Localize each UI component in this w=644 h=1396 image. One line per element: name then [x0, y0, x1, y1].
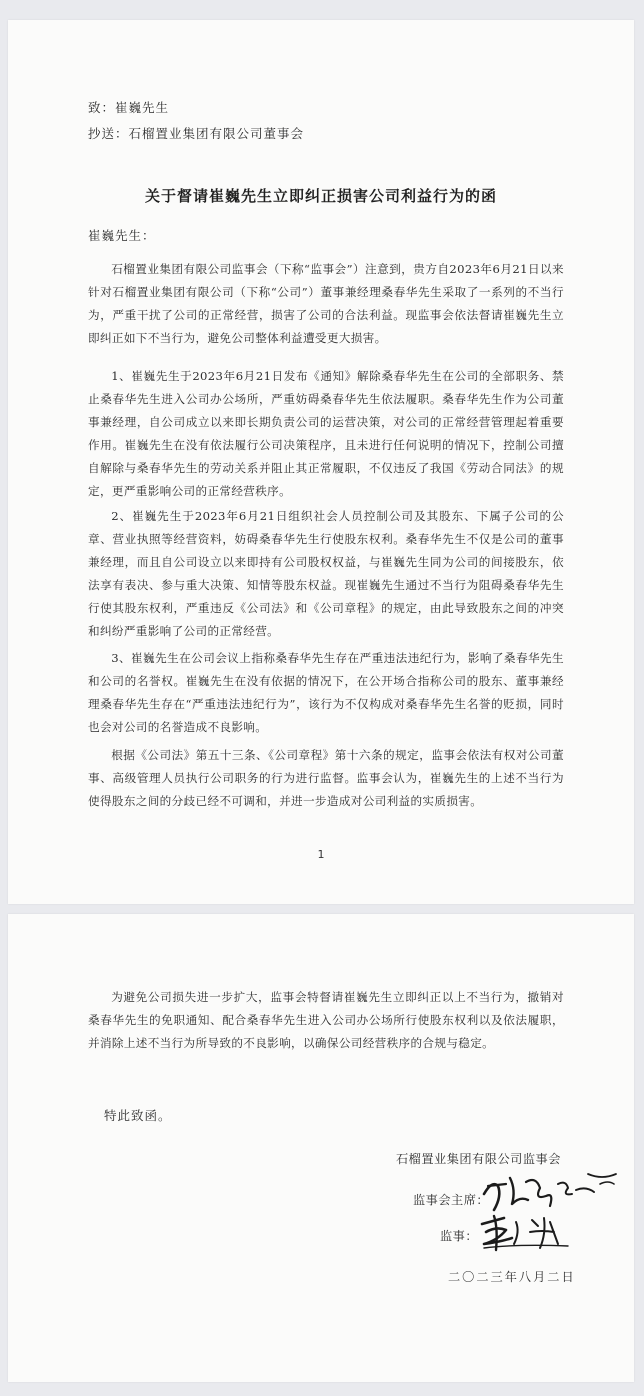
paragraph-item-3: 3、崔巍先生在公司会议上指称桑春华先生存在严重违法违纪行为，影响了桑春华先生和公司的名誉权。崔巍先生在没有依据的情况下，在公开场合指称公司的股东、董事兼经理桑春华先生存在“严重违法违纪行为”，该行为不仅构成对桑春华先生名誉的贬损，同时也会对公司的名誉造成不良影响。	[88, 651, 564, 734]
document-page-1	[8, 20, 634, 904]
supervisor-signature-label: 监事：	[440, 1229, 479, 1243]
letter-title: 关于督请崔巍先生立即纠正损害公司利益行为的函	[144, 187, 497, 205]
paragraph-legal-basis: 根据《公司法》第五十三条、《公司章程》第十六条的规定，监事会依法有权对公司董事、高级管理人员执行公司职务的行为进行监督。监事会认为，崔巍先生的上述不当行为使得股东之间的分歧已经不可调和，并进一步造成对公司利益的实质损害。	[88, 748, 564, 808]
paragraph-request: 为避免公司损失进一步扩大，监事会特督请崔巍先生立即纠正以上不当行为，撤销对桑春华先生的免职通知、配合桑春华先生进入公司办公场所行使股东权利以及依法履职，并消除上述不当行为所导致的不良影响，以确保公司经营秩序的合规与稳定。	[88, 990, 564, 1050]
paragraph-intro: 石榴置业集团有限公司监事会（下称“监事会”）注意到，贵方自2023年6月21日以来针对石榴置业集团有限公司（下称“公司”）董事兼经理桑春华先生采取了一系列的不当行为，严重干扰了公司的正常经营，损害了公司的合法利益。现监事会依法督请崔巍先生立即纠正如下不当行为，避免公司整体利益遭受更大损害。	[88, 262, 564, 345]
issuer-name: 石榴置业集团有限公司监事会	[396, 1152, 561, 1166]
chair-signature	[476, 1166, 626, 1216]
chair-signature-label: 监事会主席：	[413, 1193, 490, 1207]
issue-date: 二〇二三年八月二日	[448, 1270, 576, 1284]
salutation: 崔巍先生：	[88, 228, 156, 243]
page-number: 1	[317, 848, 325, 861]
recipient-line: 致：崔巍先生	[88, 100, 170, 115]
paragraph-item-1: 1、崔巍先生于2023年6月21日发布《通知》解除桑春华先生在公司的全部职务、禁止桑春华先生进入公司办公场所，严重妨碍桑春华先生依法履职。桑春华先生作为公司董事兼经理，自公司成立以来即长期负责公司的运营决策，对公司的正常经营管理起着重要作用。崔巍先生在没有依法履行公司决策程序，且未进行任何说明的情况下，控制公司擅自解除与桑春华先生的劳动关系并阻止其正常履职，不仅违反了我国《劳动合同法》的规定，更严重影响公司的正常经营秩序。	[88, 369, 564, 498]
document-page-2	[8, 914, 634, 1382]
cc-line: 抄送：石榴置业集团有限公司董事会	[88, 126, 305, 141]
paragraph-item-2: 2、崔巍先生于2023年6月21日组织社会人员控制公司及其股东、下属子公司的公章、营业执照等经营资料，妨碍桑春华先生行使股东权利。桑春华先生不仅是公司的董事兼经理，而且自公司设立以来即持有公司股权权益，与崔巍先生同为公司的间接股东，依法享有表决、参与重大决策、知情等股东权益。现崔巍先生通过不当行为阻碍桑春华先生行使其股东权利，严重违反《公司法》和《公司章程》的规定，由此导致股东之间的冲突和纠纷严重影响了公司的正常经营。	[88, 509, 564, 638]
supervisor-signature	[476, 1210, 586, 1252]
closing-remark: 特此致函。	[104, 1108, 172, 1123]
